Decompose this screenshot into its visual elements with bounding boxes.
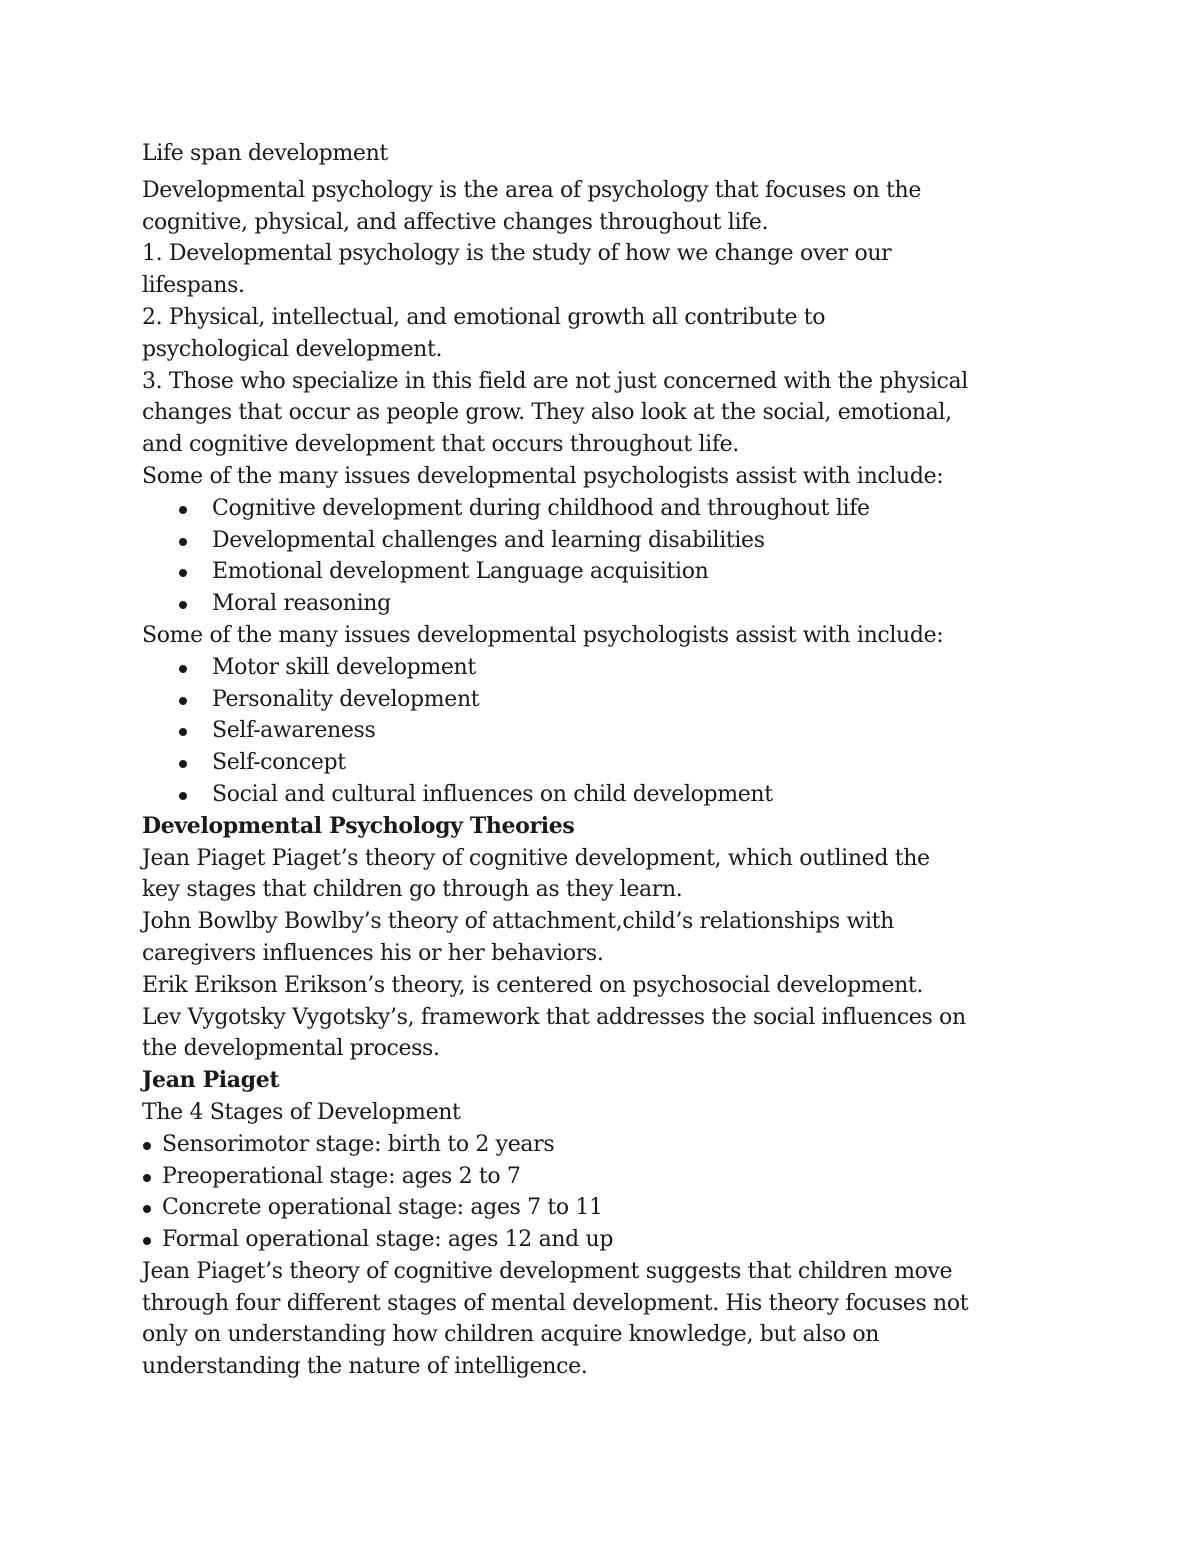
intro-line: lifespans. <box>142 273 245 299</box>
intro-line: 3. Those who specialize in this field are not just concerned with the physical <box>142 368 968 394</box>
list-item: Personality development <box>142 684 1072 716</box>
theory-line: Lev Vygotsky Vygotsky’s, framework that addresses the social influences on <box>142 1004 966 1030</box>
issues-intro-1: Some of the many issues developmental psychologists assist with include: <box>142 463 944 489</box>
list-item: Developmental challenges and learning disabilities <box>142 525 1072 557</box>
list-item: Concrete operational stage: ages 7 to 11 <box>142 1192 1072 1224</box>
list-item: Social and cultural influences on child development <box>142 779 1072 811</box>
list-item: Self-concept <box>142 747 1072 779</box>
piaget-heading: Jean Piaget <box>142 1067 280 1094</box>
theory-line: Jean Piaget Piaget’s theory of cognitive development, which outlined the <box>142 845 930 871</box>
piaget-summary <box>142 1256 1072 1383</box>
intro-line: 2. Physical, intellectual, and emotional growth all contribute to <box>142 304 826 330</box>
stages-list <box>142 1129 1072 1256</box>
theory-line: John Bowlby Bowlby’s theory of attachment,child’s relationships with <box>142 909 894 935</box>
document-page <box>142 138 1072 1383</box>
summary-line: understanding the nature of intelligence. <box>142 1354 588 1380</box>
list-item: Cognitive development during childhood and throughout life <box>142 493 1072 525</box>
document-title: Life span development <box>142 141 388 166</box>
theory-line: Erik Erikson Erikson’s theory, is centered on psychosocial development. <box>142 972 924 998</box>
list-item: Formal operational stage: ages 12 and up <box>142 1224 1072 1256</box>
list-item: Sensorimotor stage: birth to 2 years <box>142 1129 1072 1161</box>
summary-line: only on understanding how children acquire knowledge, but also on <box>142 1322 880 1348</box>
list-item: Preoperational stage: ages 2 to 7 <box>142 1161 1072 1193</box>
issues-intro-2: Some of the many issues developmental psychologists assist with include: <box>142 622 944 648</box>
theories-heading: Developmental Psychology Theories <box>142 812 575 839</box>
intro-line: psychological development. <box>142 336 443 362</box>
summary-line: Jean Piaget’s theory of cognitive development suggests that children move <box>142 1258 953 1284</box>
intro-section <box>142 175 1072 461</box>
intro-line: Developmental psychology is the area of psychology that focuses on the <box>142 177 922 203</box>
intro-line: changes that occur as people grow. They also look at the social, emotional, <box>142 400 952 426</box>
stages-title: The 4 Stages of Development <box>142 1099 461 1125</box>
theories-section <box>142 843 1072 1066</box>
list-item: Self-awareness <box>142 715 1072 747</box>
intro-line: 1. Developmental psychology is the study of how we change over our <box>142 241 892 267</box>
theory-line: key stages that children go through as they learn. <box>142 877 683 903</box>
list-item: Emotional development Language acquisition <box>142 556 1072 588</box>
list-item: Moral reasoning <box>142 588 1072 620</box>
theory-line: the developmental process. <box>142 1036 440 1062</box>
list-item: Motor skill development <box>142 652 1072 684</box>
intro-line: cognitive, physical, and affective changes throughout life. <box>142 209 769 235</box>
theory-line: caregivers influences his or her behaviors. <box>142 940 604 966</box>
intro-line: and cognitive development that occurs throughout life. <box>142 432 739 458</box>
summary-line: through four different stages of mental development. His theory focuses not <box>142 1290 969 1316</box>
issues-list-2 <box>142 652 1072 811</box>
issues-list-1 <box>142 493 1072 620</box>
